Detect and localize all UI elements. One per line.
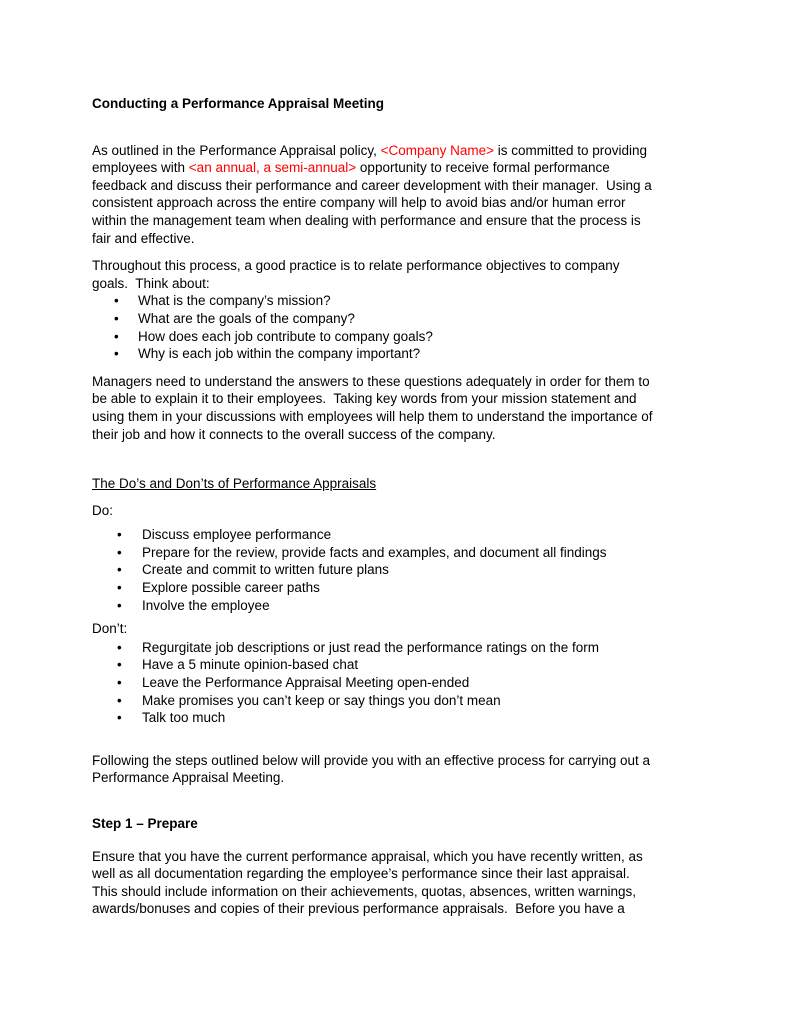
paragraph-line: consistent approach across the entire company will help to avoid bias and/or human error — [92, 195, 626, 211]
dont-list — [92, 639, 711, 727]
bullet-marker: • — [117, 710, 122, 726]
managers-paragraph — [92, 373, 711, 443]
list-item — [92, 639, 711, 657]
list-item — [92, 656, 711, 674]
list-item-text: Discuss employee performance — [142, 527, 332, 543]
intro-line2-pre: employees with — [92, 160, 189, 176]
list-item — [92, 345, 711, 363]
bullet-marker: • — [117, 597, 122, 613]
do-list — [92, 526, 711, 614]
bullet-marker: • — [117, 580, 122, 596]
paragraph-line: their job and how it connects to the overall success of the company. — [92, 426, 496, 442]
dont-label: Don’t: — [92, 621, 128, 637]
bullet-marker: • — [114, 328, 119, 344]
list-item — [92, 597, 711, 615]
bullet-marker: • — [117, 657, 122, 673]
paragraph-line: Managers need to understand the answers to these questions adequately in order for them to — [92, 373, 650, 389]
bullet-marker: • — [117, 675, 122, 691]
think-about-list — [92, 292, 711, 362]
list-item — [92, 544, 711, 562]
prepare-paragraph — [92, 848, 711, 918]
document-title: Conducting a Performance Appraisal Meeting — [92, 96, 385, 111]
list-item — [92, 579, 711, 597]
process-paragraph — [92, 257, 711, 292]
paragraph-line: be able to explain it to their employees. Taking key words from your mission statement and — [92, 391, 637, 407]
do-label: Do: — [92, 502, 114, 518]
bullet-marker: • — [114, 293, 119, 309]
list-item-text: What are the goals of the company? — [138, 310, 355, 326]
company-name-placeholder: <Company Name> — [380, 142, 494, 158]
step-1-heading: Step 1 – Prepare — [92, 816, 198, 831]
paragraph-line: feedback and discuss their performance and career development with their manager. Using a — [92, 177, 652, 193]
list-item — [92, 292, 711, 310]
list-item — [92, 310, 711, 328]
paragraph-line: Ensure that you have the current performance appraisal, which you have recently written, as — [92, 848, 643, 864]
bullet-marker: • — [117, 692, 122, 708]
paragraph-line: awards/bonuses and copies of their previous performance appraisals. Before you have a — [92, 901, 625, 917]
bullet-marker: • — [114, 310, 119, 326]
list-item-text: Explore possible career paths — [142, 580, 320, 596]
bullet-marker: • — [117, 562, 122, 578]
list-item — [92, 709, 711, 727]
list-item — [92, 692, 711, 710]
intro-paragraph — [92, 142, 711, 248]
paragraph-line: within the management team when dealing with performance and ensure that the process is — [92, 212, 641, 228]
paragraph-line — [92, 159, 711, 177]
list-item-text: Make promises you can’t keep or say things you don’t mean — [142, 692, 501, 708]
paragraph-line: using them in your discussions with employees will help them to understand the importance of — [92, 408, 653, 424]
list-item-text: Leave the Performance Appraisal Meeting open-ended — [142, 675, 470, 691]
paragraph-line: well as all documentation regarding the employee’s performance since their last appraisal. — [92, 866, 630, 882]
intro-line1-post: is committed to providing — [493, 142, 648, 158]
dos-donts-heading: The Do’s and Don’ts of Performance Appraisals — [92, 476, 377, 492]
intro-line1-pre: As outlined in the Performance Appraisal policy, — [92, 142, 381, 158]
list-item-text: Talk too much — [142, 710, 226, 726]
list-item-text: Have a 5 minute opinion-based chat — [142, 657, 359, 673]
paragraph-line: This should include information on their achievements, quotas, absences, written warnings, — [92, 883, 637, 899]
closing-paragraph — [92, 752, 711, 787]
list-item — [92, 674, 711, 692]
list-item-text: Prepare for the review, provide facts and examples, and document all findings — [142, 544, 607, 560]
list-item — [92, 561, 711, 579]
bullet-marker: • — [117, 544, 122, 560]
list-item-text: What is the company’s mission? — [138, 293, 331, 309]
list-item-text: Regurgitate job descriptions or just read the performance ratings on the form — [142, 639, 599, 655]
paragraph-line: goals. Think about: — [92, 275, 210, 291]
bullet-marker: • — [117, 639, 122, 655]
list-item — [92, 526, 711, 544]
intro-line2-post: opportunity to receive formal performance — [356, 160, 610, 176]
paragraph-line: fair and effective. — [92, 230, 195, 246]
list-item-text: How does each job contribute to company goals? — [138, 328, 433, 344]
list-item-text: Involve the employee — [142, 597, 270, 613]
list-item — [92, 328, 711, 346]
frequency-placeholder: <an annual, a semi-annual> — [188, 160, 357, 176]
paragraph-line: Performance Appraisal Meeting. — [92, 770, 285, 786]
bullet-marker: • — [114, 346, 119, 362]
paragraph-line: Following the steps outlined below will provide you with an effective process for carrying out a — [92, 752, 651, 768]
paragraph-line: Throughout this process, a good practice is to relate performance objectives to company — [92, 258, 620, 274]
list-item-text: Create and commit to written future plans — [142, 562, 389, 578]
list-item-text: Why is each job within the company important? — [138, 346, 421, 362]
bullet-marker: • — [117, 527, 122, 543]
paragraph-line — [92, 142, 711, 160]
